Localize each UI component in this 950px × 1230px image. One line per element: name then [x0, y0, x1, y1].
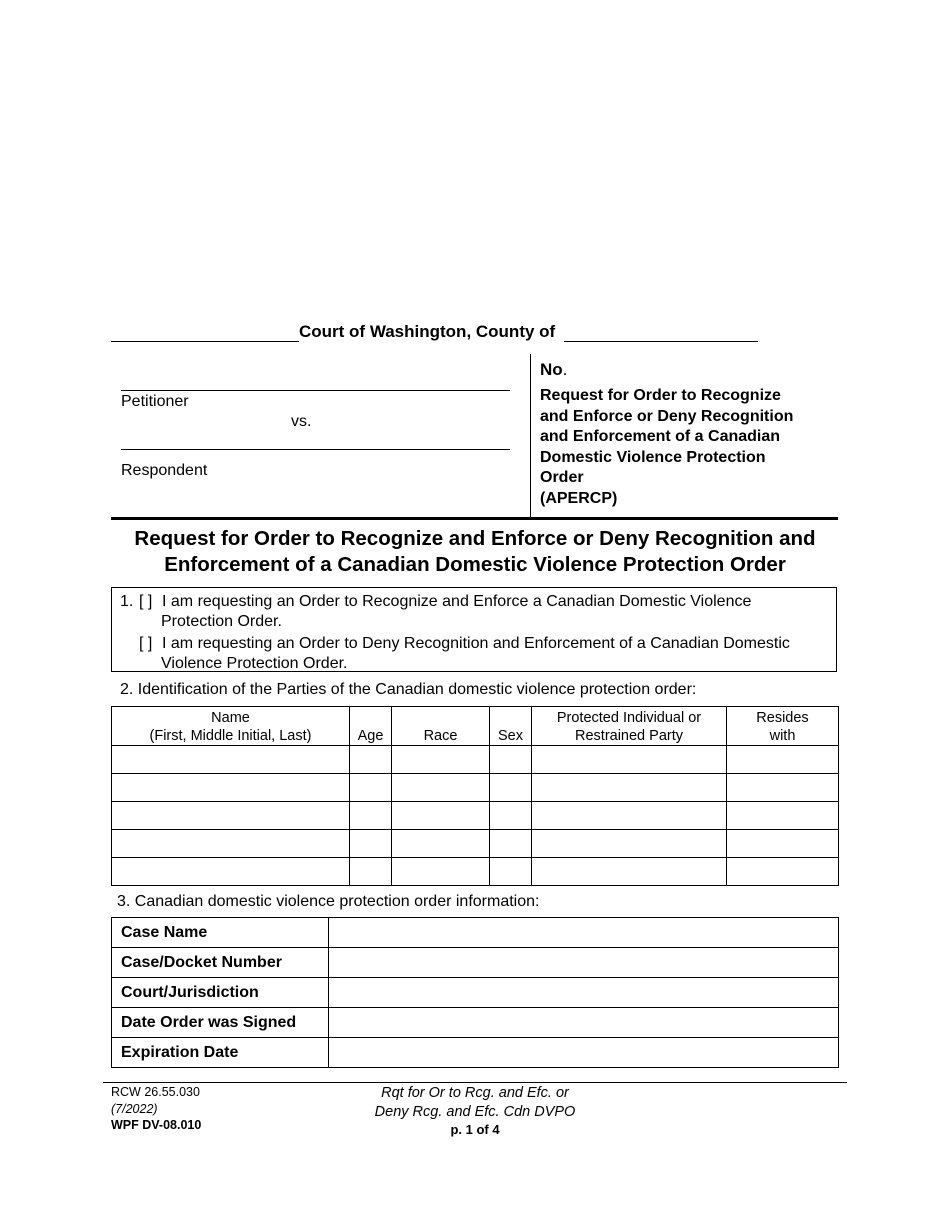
- cell-role[interactable]: [532, 858, 727, 886]
- cell-age[interactable]: [350, 830, 392, 858]
- section3-heading: 3. Canadian domestic violence protection order information:: [117, 893, 540, 910]
- docket-number-label: Case/Docket Number: [112, 948, 329, 978]
- cell-name[interactable]: [112, 746, 350, 774]
- case-name-field[interactable]: [329, 918, 839, 948]
- cell-age[interactable]: [350, 774, 392, 802]
- form-title-line: Order: [540, 469, 584, 487]
- col-name: Name (First, Middle Initial, Last): [112, 707, 350, 746]
- table-row: [112, 1008, 839, 1038]
- expiration-date-field[interactable]: [329, 1038, 839, 1068]
- table-row: [112, 918, 839, 948]
- jurisdiction-field[interactable]: [329, 978, 839, 1008]
- cell-resides[interactable]: [727, 802, 839, 830]
- form-title-line: Request for Order to Recognize: [540, 387, 781, 404]
- page-title-line: Request for Order to Recognize and Enforce or Deny Recognition and: [134, 527, 816, 550]
- footer-center: [325, 1084, 625, 1140]
- case-number-field[interactable]: No.: [540, 360, 568, 379]
- cell-role[interactable]: [532, 746, 727, 774]
- col-resides-with: Resides with: [727, 707, 839, 746]
- form-title: [540, 386, 830, 510]
- option-deny-text-cont: Violence Protection Order.: [161, 655, 348, 672]
- page-title-line: Enforcement of a Canadian Domestic Violence Protection Order: [164, 553, 786, 576]
- cell-name[interactable]: [112, 830, 350, 858]
- table-row: [112, 978, 839, 1008]
- col-sex: Sex: [490, 707, 532, 746]
- footer-page-number: p. 1 of 4: [450, 1122, 500, 1137]
- cell-age[interactable]: [350, 858, 392, 886]
- table-row: [112, 802, 839, 830]
- option-recognize-text-cont: Protection Order.: [161, 613, 282, 630]
- footer-date: (7/2022): [111, 1101, 158, 1116]
- respondent-label: Respondent: [121, 462, 208, 479]
- case-name-label: Case Name: [112, 918, 329, 948]
- table-row: [112, 858, 839, 886]
- checkbox-deny[interactable]: [ ]: [139, 635, 153, 652]
- respondent-line[interactable]: [121, 449, 510, 450]
- cell-role[interactable]: [532, 830, 727, 858]
- expiration-date-label: Expiration Date: [112, 1038, 329, 1068]
- cell-role[interactable]: [532, 774, 727, 802]
- cell-resides[interactable]: [727, 746, 839, 774]
- col-race: Race: [392, 707, 490, 746]
- court-caption: [111, 322, 758, 342]
- checkbox-recognize[interactable]: [ ]: [139, 593, 153, 610]
- form-title-line: Domestic Violence Protection: [540, 448, 766, 466]
- cell-role[interactable]: [532, 802, 727, 830]
- table-row: [112, 774, 839, 802]
- cell-sex[interactable]: [490, 830, 532, 858]
- county-blank[interactable]: [564, 323, 758, 342]
- petitioner-line[interactable]: [121, 390, 510, 391]
- caption-bottom-rule: [111, 517, 838, 520]
- docket-number-field[interactable]: [329, 948, 839, 978]
- parties-table: [111, 706, 839, 886]
- footer-left: [111, 1084, 201, 1134]
- footer-rule: [103, 1082, 847, 1083]
- footer-form-number: WPF DV-08.010: [111, 1118, 202, 1132]
- table-row: [112, 746, 839, 774]
- col-protected-or-restrained: Protected Individual or Restrained Party: [532, 707, 727, 746]
- cell-resides[interactable]: [727, 774, 839, 802]
- cell-race[interactable]: [392, 830, 490, 858]
- form-code: (APERCP): [540, 489, 618, 507]
- option-deny-text: I am requesting an Order to Deny Recognition and Enforcement of a Canadian Domestic: [162, 635, 790, 652]
- jurisdiction-label: Court/Jurisdiction: [112, 978, 329, 1008]
- date-signed-field[interactable]: [329, 1008, 839, 1038]
- cell-resides[interactable]: [727, 858, 839, 886]
- date-signed-label: Date Order was Signed: [112, 1008, 329, 1038]
- table-row: [112, 948, 839, 978]
- form-title-line: and Enforcement of a Canadian: [540, 428, 781, 446]
- court-name-blank[interactable]: [111, 323, 299, 342]
- case-number-label: No: [540, 360, 563, 379]
- footer-short-title: Rqt for Or to Rcg. and Efc. or: [381, 1085, 569, 1101]
- court-caption-text: Court of Washington, County of: [299, 322, 556, 341]
- cell-race[interactable]: [392, 746, 490, 774]
- cell-sex[interactable]: [490, 858, 532, 886]
- vs-label: vs.: [291, 413, 312, 430]
- cell-race[interactable]: [392, 858, 490, 886]
- option-recognize-text: I am requesting an Order to Recognize and Enforce a Canadian Domestic Violence: [162, 593, 752, 610]
- cell-name[interactable]: [112, 802, 350, 830]
- page-title: [100, 526, 850, 578]
- cell-resides[interactable]: [727, 830, 839, 858]
- cell-race[interactable]: [392, 774, 490, 802]
- order-info-table: [111, 917, 839, 1068]
- cell-name[interactable]: [112, 774, 350, 802]
- request-options-box: [111, 587, 837, 672]
- cell-sex[interactable]: [490, 746, 532, 774]
- cell-age[interactable]: [350, 802, 392, 830]
- cell-age[interactable]: [350, 746, 392, 774]
- cell-race[interactable]: [392, 802, 490, 830]
- parties-header-row: [112, 707, 839, 746]
- footer-short-title-cont: Deny Rcg. and Efc. Cdn DVPO: [374, 1103, 576, 1120]
- table-row: [112, 1038, 839, 1068]
- cell-sex[interactable]: [490, 774, 532, 802]
- cell-sex[interactable]: [490, 802, 532, 830]
- footer-rcw: RCW 26.55.030: [111, 1085, 200, 1099]
- col-age: Age: [350, 707, 392, 746]
- table-row: [112, 830, 839, 858]
- petitioner-label: Petitioner: [121, 393, 189, 410]
- cell-name[interactable]: [112, 858, 350, 886]
- form-title-line: and Enforce or Deny Recognition: [540, 407, 794, 425]
- caption-divider: [530, 354, 531, 518]
- section2-heading: 2. Identification of the Parties of the Canadian domestic violence protection order:: [120, 681, 697, 698]
- section-number: 1.: [120, 593, 134, 610]
